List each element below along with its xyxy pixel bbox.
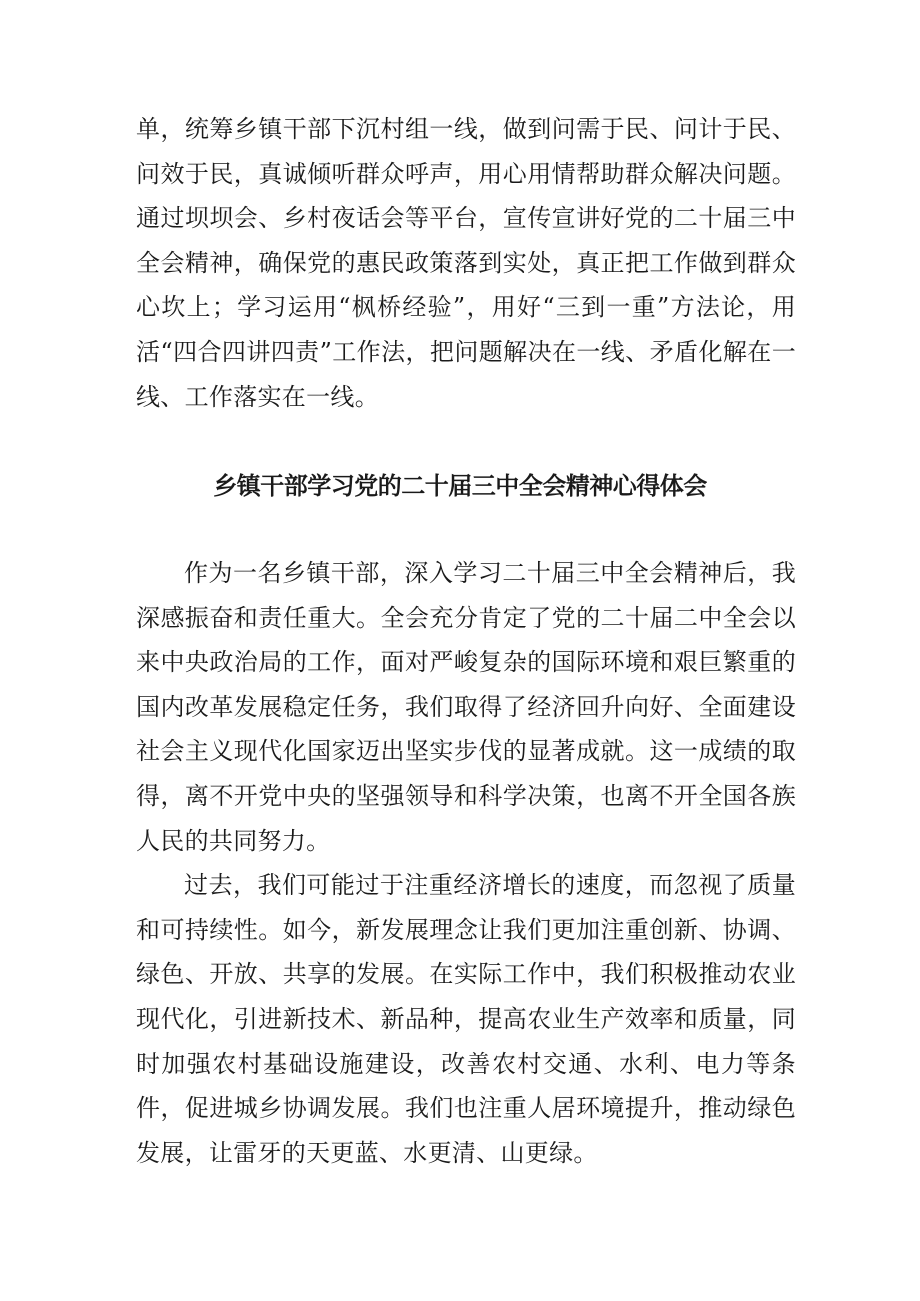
article-body — [136, 551, 796, 1175]
body-paragraph-2: 过去，我们可能过于注重经济增长的速度，而忽视了质量和可持续性。如今，新发展理念让我们更加注重创新、协调、绿色、开放、共享的发展。在实际工作中，我们积极推动农业现代化，引进新技术、新品种，提高农业生产效率和质量，同时加强农村基础设施建设，改善农村交通、水利、电力等条件，促进城乡协调发展。我们也注重人居环境提升，推动绿色发展，让雷牙的天更蓝、水更清、山更绿。 — [136, 871, 796, 1167]
article-title: 乡镇干部学习党的二十届三中全会精神心得体会 — [213, 472, 707, 500]
continued-paragraph: 单，统筹乡镇干部下沉村组一线，做到问需于民、问计于民、问效于民，真诚倾听群众呼声，用心用情帮助群众解决问题。通过坝坝会、乡村夜话会等平台，宣传宣讲好党的二十届三中全会精神，确保党的惠民政策落到实处，真正把工作做到群众心坎上；学习运用“枫桥经验”，用好“三到一重”方法论，用活“四合四讲四责”工作法，把问题解决在一线、矛盾化解在一线、工作落实在一线。 — [136, 115, 796, 411]
continued-paragraph-block — [136, 107, 796, 419]
body-paragraph-1: 作为一名乡镇干部，深入学习二十届三中全会精神后，我深感振奋和责任重大。全会充分肯定了党的二十届二中全会以来中央政治局的工作，面对严峻复杂的国际环境和艰巨繁重的国内改革发展稳定任务，我们取得了经济回升向好、全面建设社会主义现代化国家迈出坚实步伐的显著成就。这一成绩的取得，离不开党中央的坚强领导和科学决策，也离不开全国各族人民的共同努力。 — [136, 559, 796, 855]
